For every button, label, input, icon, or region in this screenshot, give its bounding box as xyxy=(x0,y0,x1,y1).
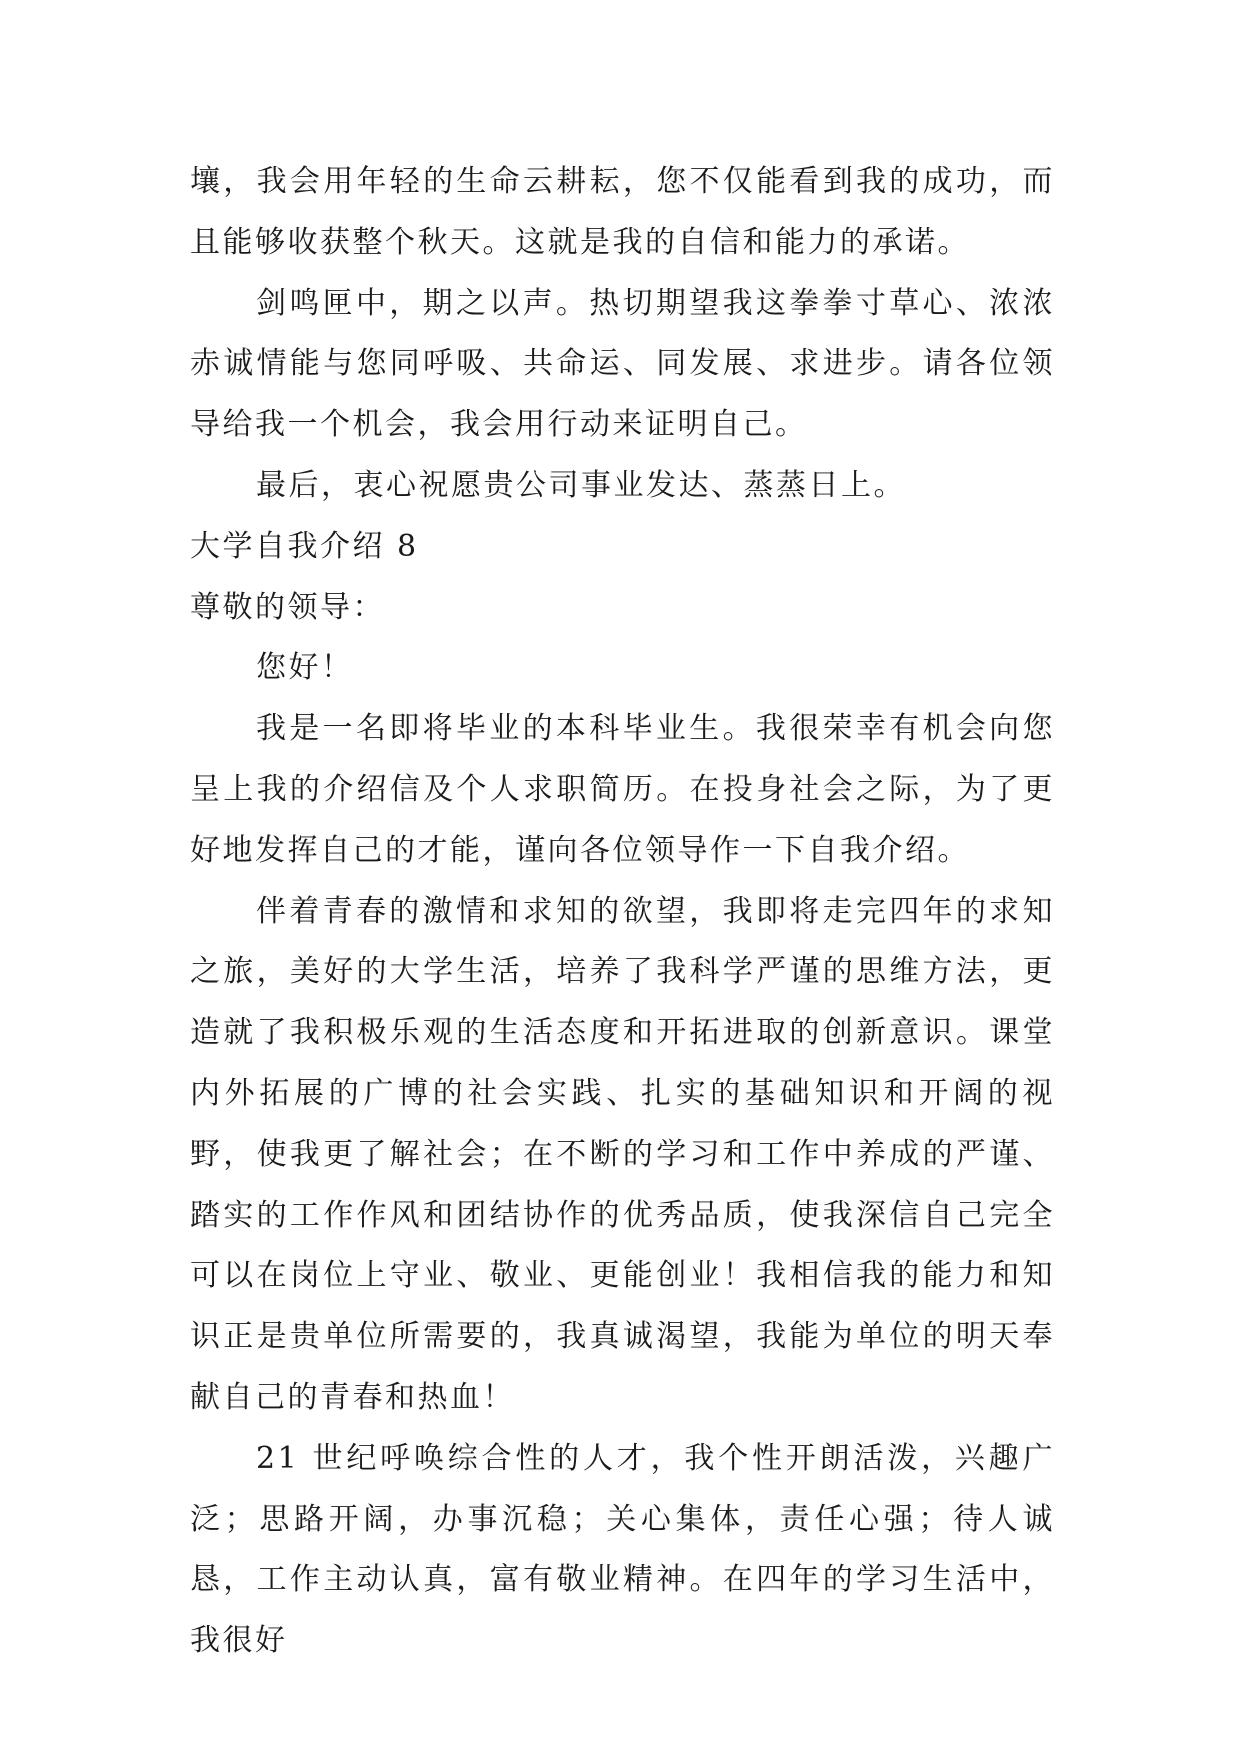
section-heading: 大学自我介绍 8 xyxy=(190,528,419,564)
paragraph-closing-wish: 最后，衷心祝愿贵公司事业发达、蒸蒸日上。 xyxy=(256,467,906,503)
paragraph-intro: 我是一名即将毕业的本科毕业生。我很荣幸有机会向您呈上我的介绍信及个人求职简历。在投身社会之际，为了更好地发挥自己的才能，谨向各位领导作一下自我介绍。 xyxy=(190,711,1055,868)
salutation: 尊敬的领导： xyxy=(190,589,385,625)
paragraph-continuation: 壤，我会用年轻的生命云耕耘，您不仅能看到我的成功，而且能够收获整个秋天。这就是我的自信和能力的承诺。 xyxy=(190,164,1055,260)
paragraph-university-life: 伴着青春的激情和求知的欲望，我即将走完四年的求知之旅，美好的大学生活，培养了我科学严谨的思维方法，更造就了我积极乐观的生活态度和开拓进取的创新意识。课堂内外拓展的广博的社会实践、扎实的基础知识和开阔的视野，使我更了解社会；在不断的学习和工作中养成的严谨、踏实的工作作风和团结协作的优秀品质，使我深信自己完全可以在岗位上守业、敬业、更能创业！我相信我的能力和知识正是贵单位所需要的，我真诚渴望，我能为单位的明天奉献自己的青春和热血！ xyxy=(190,893,1055,1415)
document-page xyxy=(190,152,1055,1672)
greeting: 您好！ xyxy=(256,650,354,686)
paragraph-expectation: 剑鸣匣中，期之以声。热切期望我这拳拳寸草心、浓浓赤诚情能与您同呼吸、共命运、同发展、求进步。请各位领导给我一个机会，我会用行动来证明自己。 xyxy=(190,285,1055,443)
paragraph-personality: 21 世纪呼唤综合性的人才，我个性开朗活泼，兴趣广泛；思路开阔，办事沉稳；关心集体，责任心强；待人诚恳，工作主动认真，富有敬业精神。在四年的学习生活中，我很好 xyxy=(190,1440,1055,1659)
